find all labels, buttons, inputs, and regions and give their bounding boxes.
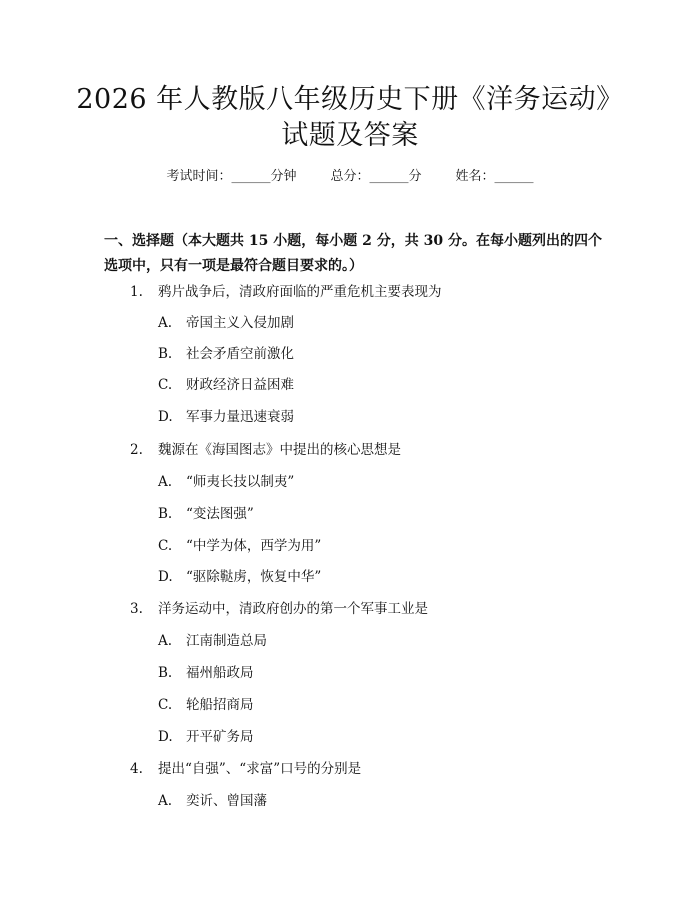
option-text: 帝国主义入侵加剧	[186, 315, 294, 331]
question-number: 4.	[130, 761, 143, 777]
option-text: “师夷长技以制夷”	[186, 474, 295, 490]
option-label: B.	[158, 506, 173, 522]
option-label: C.	[158, 377, 173, 393]
option-text: 社会矛盾空前激化	[186, 346, 294, 362]
question-stem: 魏源在《海国图志》中提出的核心思想是	[158, 442, 401, 458]
option-label: D.	[158, 729, 173, 745]
option-1b	[158, 345, 294, 363]
question-2	[130, 441, 401, 459]
option-text: 财政经济日益困难	[186, 377, 294, 393]
question-stem: 提出“自强”、“求富”口号的分别是	[158, 761, 362, 777]
document-title-line2: 试题及答案	[281, 120, 419, 151]
option-label: B.	[158, 346, 173, 362]
question-number: 2.	[130, 442, 143, 458]
question-1	[130, 283, 442, 301]
option-1d	[158, 408, 294, 426]
question-stem: 洋务运动中，清政府创办的第一个军事工业是	[158, 601, 428, 617]
document-title-line1: 2026 年人教版八年级历史下册《洋务运动》	[76, 84, 624, 115]
option-label: B.	[158, 665, 173, 681]
option-1c	[158, 376, 294, 394]
option-2a	[158, 473, 294, 491]
option-text: “变法图强”	[186, 506, 254, 522]
option-label: C.	[158, 697, 173, 713]
option-2b	[158, 505, 254, 523]
question-3	[130, 600, 428, 618]
option-text: 江南制造总局	[186, 633, 267, 649]
option-3d	[158, 728, 254, 746]
option-text: “驱除鞑虏，恢复中华”	[186, 569, 322, 585]
option-label: A.	[158, 315, 173, 331]
section-heading: 一、选择题（本大题共 15 小题，每小题 2 分，共 30 分。在每小题列出的四个选项中，只有一项是最符合题目要求的。）	[104, 233, 602, 274]
option-3a	[158, 632, 267, 650]
option-text: 福州船政局	[186, 665, 254, 681]
question-number: 1.	[130, 284, 143, 300]
total-score-field: 总分：______分	[330, 169, 422, 184]
exam-time-field: 考试时间：______分钟	[166, 169, 297, 184]
option-label: D.	[158, 569, 173, 585]
option-label: A.	[158, 793, 173, 809]
option-label: A.	[158, 633, 173, 649]
option-label: A.	[158, 474, 173, 490]
option-label: D.	[158, 409, 173, 425]
question-number: 3.	[130, 601, 143, 617]
option-text: 军事力量迅速衰弱	[186, 409, 294, 425]
option-2c	[158, 537, 321, 555]
question-stem: 鸦片战争后，清政府面临的严重危机主要表现为	[158, 284, 442, 300]
option-text: “中学为体，西学为用”	[186, 538, 322, 554]
option-text: 奕䜣、曾国藩	[186, 793, 267, 809]
question-4	[130, 760, 361, 778]
option-text: 开平矿务局	[186, 729, 254, 745]
student-name-field: 姓名：______	[455, 169, 534, 184]
option-2d	[158, 568, 321, 586]
exam-meta	[0, 168, 700, 186]
option-label: C.	[158, 538, 173, 554]
option-4a	[158, 792, 267, 810]
option-1a	[158, 314, 294, 332]
option-3b	[158, 664, 254, 682]
option-3c	[158, 696, 254, 714]
option-text: 轮船招商局	[186, 697, 254, 713]
